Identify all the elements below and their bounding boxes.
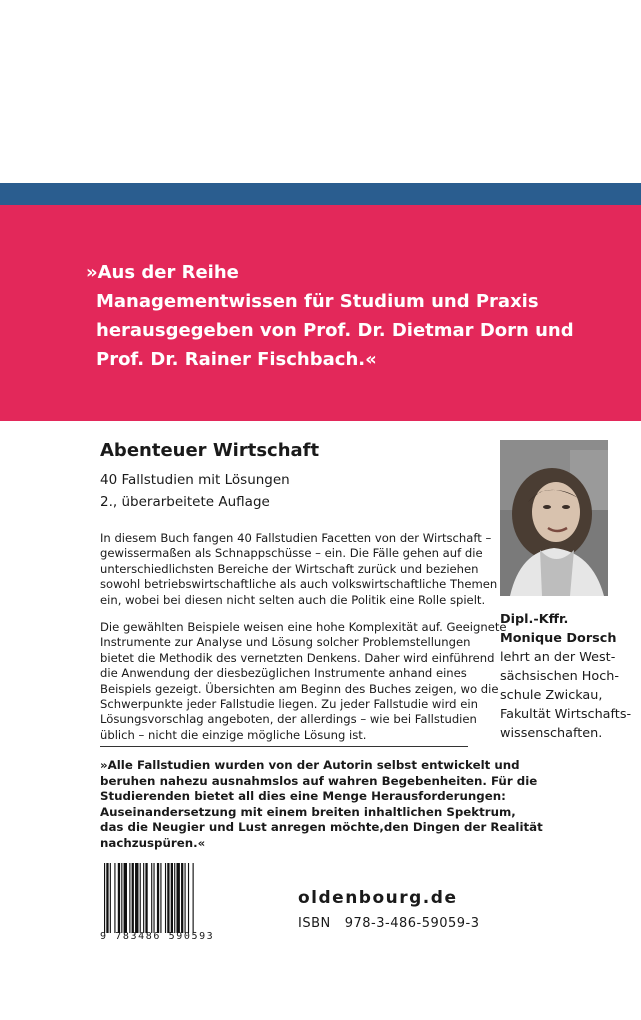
review-quote bbox=[100, 758, 543, 852]
quote-line: »Alle Fallstudien wurden von der Autorin selbst entwickelt und bbox=[100, 758, 520, 772]
author-bio-line: sächsischen Hoch- bbox=[500, 669, 619, 684]
book-title: Abenteuer Wirtschaft bbox=[100, 440, 320, 461]
author-photo bbox=[500, 440, 608, 596]
publisher-url: oldenbourg.de bbox=[298, 888, 458, 908]
isbn-label: ISBN bbox=[298, 916, 331, 931]
quote-line: nachzuspüren.« bbox=[100, 835, 206, 850]
text-line: die Anwendung der diesbezüglichen Instrumente anhand eines bbox=[100, 666, 467, 681]
barcode-bars bbox=[104, 863, 226, 933]
author-bio-line: lehrt an der West- bbox=[500, 650, 616, 665]
edition-line: 2., überarbeitete Auflage bbox=[100, 494, 270, 510]
divider bbox=[100, 746, 468, 747]
text-line: ein, wobei bei diesen nicht selten auch die Politik eine Rolle spielt. bbox=[100, 592, 486, 607]
book-subtitle bbox=[100, 469, 472, 513]
text-line: unterschiedlichsten Bereiche der Wirtschaft zurück und beziehen bbox=[100, 561, 479, 576]
isbn bbox=[298, 916, 480, 931]
author-bio-line: Fakultät Wirtschafts- bbox=[500, 707, 632, 722]
text-line: Die gewählten Beispiele weisen eine hohe Komplexität auf. Geeignete bbox=[100, 620, 507, 635]
author-bio-line: schule Zwickau, bbox=[500, 688, 603, 703]
series-line: »Aus der Reihe bbox=[86, 262, 239, 283]
blue-stripe bbox=[0, 183, 641, 205]
quote-line: Auseinandersetzung mit einem breiten inhaltlichen Spektrum, bbox=[100, 804, 516, 819]
text-line: gewissermaßen als Schnappschüsse – ein. Die Fälle gehen auf die bbox=[100, 546, 483, 561]
text-line: sowohl betriebswirtschaftliche als auch volkswirtschaftliche Themen bbox=[100, 577, 498, 592]
barcode-number: 9 783486 590593 bbox=[100, 931, 215, 942]
book-description bbox=[100, 437, 507, 743]
subtitle-line: 40 Fallstudien mit Lösungen bbox=[100, 472, 290, 488]
quote-line: beruhen nahezu ausnahmslos auf wahren Begebenheiten. Für die bbox=[100, 773, 538, 788]
author-portrait-image bbox=[500, 440, 608, 596]
text-line: bietet die Methodik des vernetzten Denkens. Daher wird einführend bbox=[100, 650, 495, 665]
text-line: Instrumente zur Analyse und Lösung solcher Problemstellungen bbox=[100, 635, 471, 650]
quote-line: Studierenden bietet all dies eine Menge Herausforderungen: bbox=[100, 789, 506, 804]
author-info bbox=[500, 610, 640, 743]
quote-line: das die Neugier und Lust anregen möchte,den Dingen der Realität bbox=[100, 820, 543, 835]
description-paragraph-1 bbox=[100, 531, 498, 608]
author-title: Dipl.-Kffr. bbox=[500, 612, 569, 627]
barcode bbox=[100, 863, 230, 945]
series-text bbox=[86, 258, 626, 374]
text-line: In diesem Buch fangen 40 Fallstudien Facetten von der Wirtschaft – bbox=[100, 531, 492, 545]
author-name: Monique Dorsch bbox=[500, 631, 617, 646]
text-line: üblich – nicht die einzige mögliche Lösung ist. bbox=[100, 727, 367, 742]
text-line: Schwerpunkte jeder Fallstudie liegen. Zu jeder Fallstudie wird ein bbox=[100, 697, 478, 712]
text-line: Beispiels gezeigt. Übersichten am Beginn des Buches zeigen, wo die bbox=[100, 681, 499, 696]
description-paragraph-2 bbox=[100, 620, 507, 743]
text-line: Lösungsvorschlag angeboten, der allerdings – wie bei Fallstudien bbox=[100, 712, 477, 727]
series-line: Prof. Dr. Rainer Fischbach.« bbox=[96, 349, 377, 370]
isbn-number: 978-3-486-59059-3 bbox=[344, 916, 480, 931]
series-line: Managementwissen für Studium und Praxis bbox=[96, 291, 539, 312]
series-line: herausgegeben von Prof. Dr. Dietmar Dorn und bbox=[96, 320, 574, 341]
author-bio-line: wissenschaften. bbox=[500, 726, 603, 741]
